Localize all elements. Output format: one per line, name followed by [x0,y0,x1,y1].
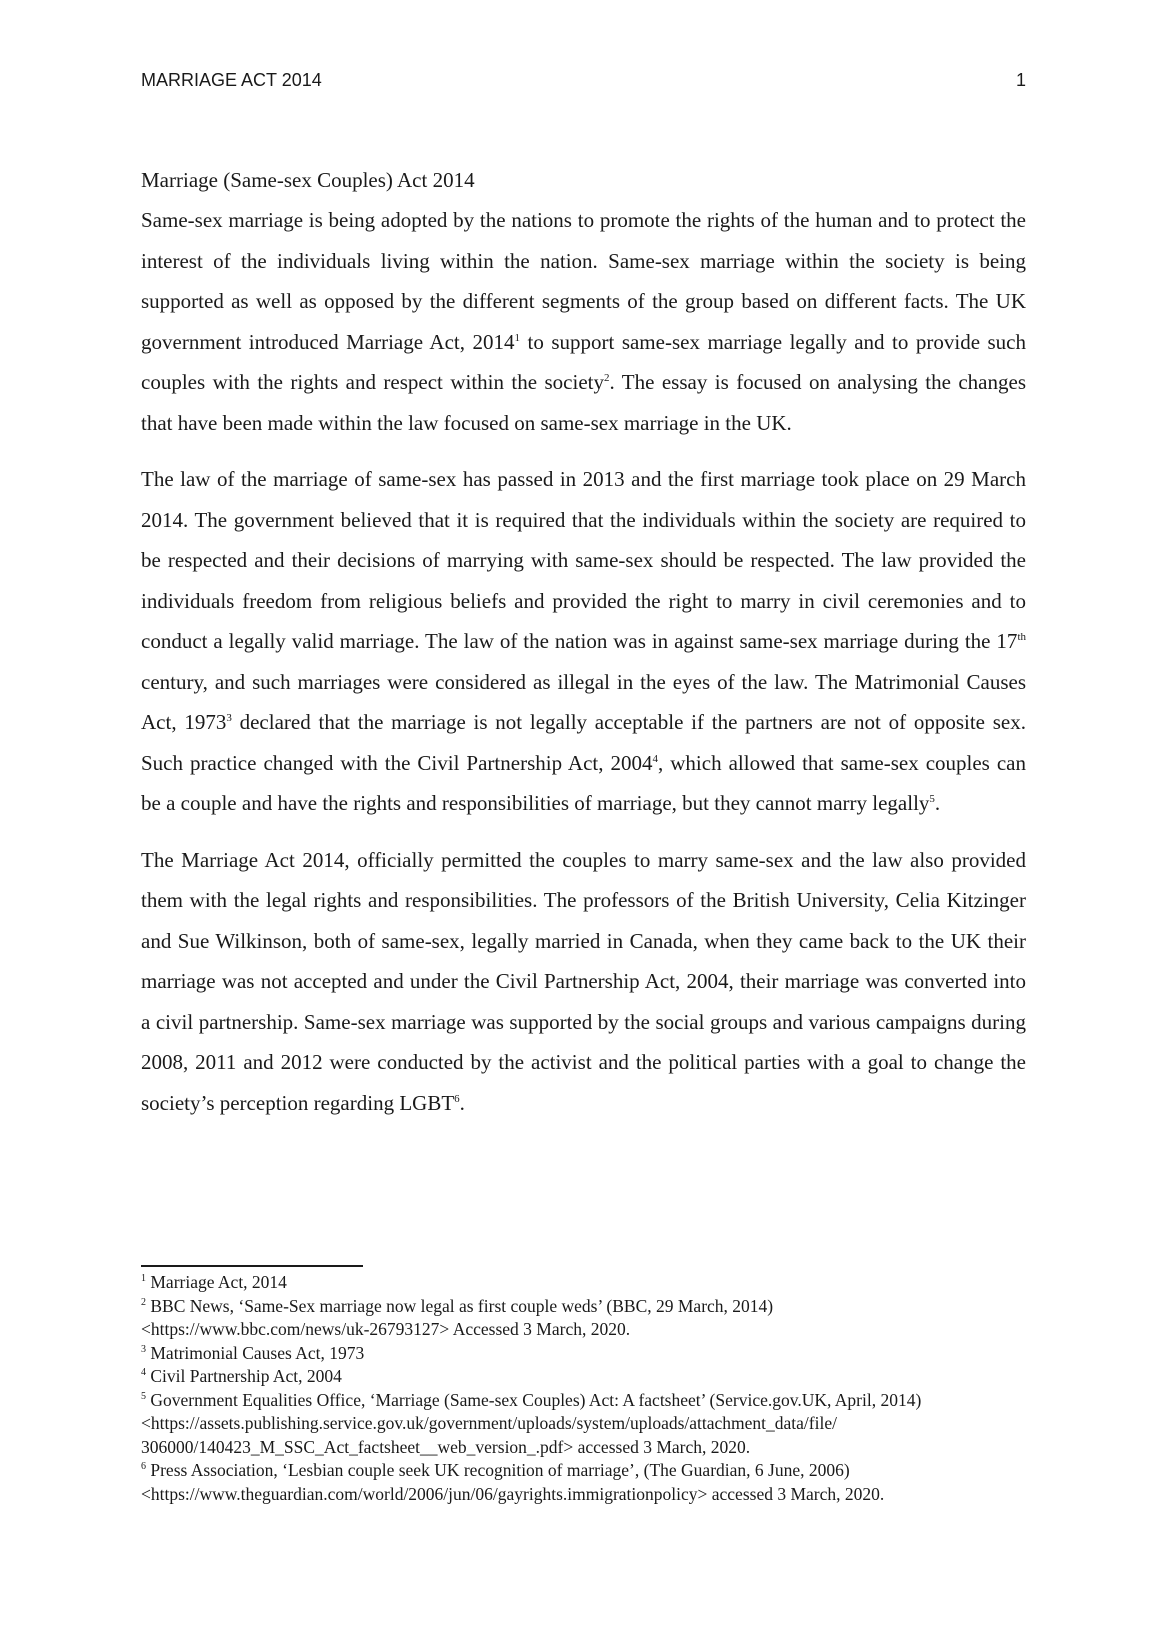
document-title: Marriage (Same-sex Couples) Act 2014 [141,168,475,192]
footnote-1 [141,1271,1026,1295]
footnote-text: Civil Partnership Act, 2004 [150,1366,342,1386]
footnote-number: 6 [141,1461,146,1473]
footnote-2 [141,1295,1026,1342]
paragraph-1 [141,200,1026,443]
footnote-text: Press Association, ‘Lesbian couple seek UK recognition of marriage’, (The Guardian, 6 June, 2006) [150,1460,850,1480]
footnote-ref[interactable]: 4 [652,752,659,765]
paragraph-2 [141,459,1026,824]
footnote-ref[interactable]: 1 [514,331,520,344]
page-number: 1 [1015,70,1026,90]
paragraph-text: . [934,791,941,815]
footnote-ref[interactable]: 3 [226,712,232,724]
footnote-text: Government Equalities Office, ‘Marriage (Same-sex Couples) Act: A factsheet’ (Service.gov.UK, April, 2014) [150,1389,922,1410]
footnote-link[interactable]: <https://www.bbc.com/news/uk-26793127> Accessed 3 March, 2020. [141,1319,631,1339]
paragraph-text: to support same-sex marriage legally and to provide such couples with the rights and respect within the society [141,329,1027,394]
running-title: MARRIAGE ACT 2014 [141,70,322,90]
document-body [141,160,1026,1139]
paragraph-text: Same-sex marriage is being adopted by the nations to promote the rights of the human and to protect the interest of the individuals living within the nation. Same-sex marriage within the society is being supported as well as opposed by the different segments of the group based on different facts. The UK government introduced Marriage Act, 2014 [141,208,1026,354]
footnote-3 [141,1342,1026,1366]
paragraph-text: century, and such marriages were considered as illegal in the eyes of the law. The Matrimonial Causes Act, 1973 [141,669,1026,734]
footnote-number: 1 [141,1273,146,1285]
ordinal-suffix: th [1017,631,1026,643]
paragraph-text: The Marriage Act 2014, officially permitted the couples to marry same-sex and the law also provided them with the legal rights and responsibilities. The professors of the British University, Celia Kitzinger and Sue Wilkinson, both of same-sex, legally married in Canada, when they came back to the UK their marriage was not accepted and under the Civil Partnership Act, 2004, their marriage was converted into a civil partnership. Same-sex marriage was supported by the social groups and various campaigns during 2008, 2011 and 2012 were conducted by the activist and the political parties with a goal to change the society’s perception regarding LGBT [141,847,1026,1115]
paragraph-text: . [459,1090,465,1115]
footnote-separator [141,1265,363,1267]
page-header [141,70,1026,91]
footnote-link[interactable]: 306000/140423_M_SSC_Act_factsheet__web_version_.pdf> accessed 3 March, 2020. [141,1436,751,1457]
paragraph-text: declared that the marriage is not legally acceptable if the partners are not of opposite sex. Such practice changed with the Civil Partnership Act, 2004 [141,710,1026,775]
footnote-number: 3 [141,1343,146,1355]
footnote-number: 5 [141,1390,146,1402]
footnote-text: BBC News, ‘Same-Sex marriage now legal as first couple weds’ (BBC, 29 March, 2014) [150,1295,774,1316]
footnote-text: Matrimonial Causes Act, 1973 [150,1342,365,1363]
footnote-text: Marriage Act, 2014 [150,1272,287,1292]
footnote-ref[interactable]: 5 [929,793,935,805]
footnotes-section [141,1265,1026,1506]
paragraph-text: , which allowed that same-sex couples can be a couple and have the rights and responsibilities of marriage, but they cannot marry legally [141,750,1027,815]
footnote-5 [141,1389,1026,1460]
footnote-number: 4 [141,1367,146,1379]
footnote-link[interactable]: <https://assets.publishing.service.gov.uk/government/uploads/system/uploads/attachment_data/file/ [141,1413,837,1433]
footnote-number: 2 [141,1296,146,1308]
footnote-4 [141,1365,1026,1389]
paragraph-3 [141,840,1026,1124]
footnote-link[interactable]: <https://www.theguardian.com/world/2006/jun/06/gayrights.immigrationpolicy> accessed 3 March, 2020. [141,1483,885,1504]
footnote-ref[interactable]: 2 [603,372,610,384]
footnote-6 [141,1459,1026,1506]
footnote-ref[interactable]: 6 [454,1092,460,1105]
paragraph-text: The law of the marriage of same-sex has passed in 2013 and the first marriage took place on 29 March 2014. The government believed that it is required that the individuals within the society are required to be respected and their decisions of marrying with same-sex should be respected. The law provided the individuals freedom from religious beliefs and provided the right to marry in civil ceremonies and to conduct a legally valid marriage. The law of the nation was in against same-sex marriage during the 17 [141,467,1026,653]
paragraph-text: . The essay is focused on analysing the changes that have been made within the law focused on same-sex marriage in the UK. [141,370,1026,435]
